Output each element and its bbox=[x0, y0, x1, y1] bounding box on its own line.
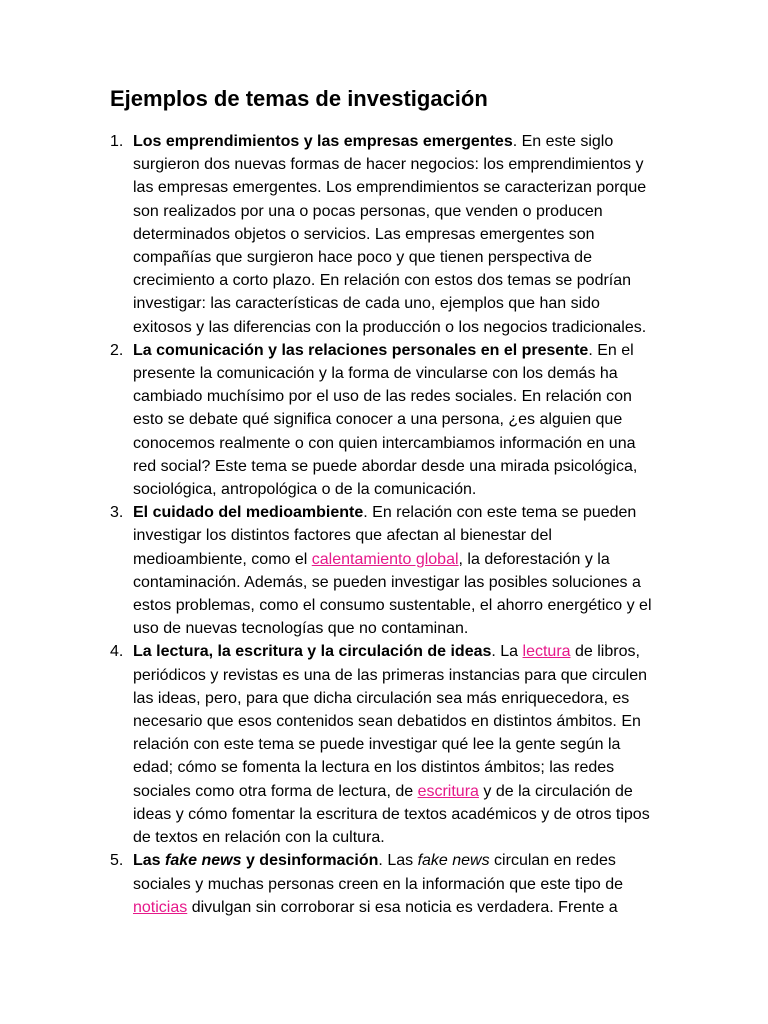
list-item bbox=[110, 640, 658, 849]
inline-link[interactable]: noticias bbox=[133, 898, 188, 916]
emphasis-text: fake news bbox=[417, 852, 490, 870]
list-item bbox=[110, 501, 658, 640]
topic-heading: Los emprendimientos y las empresas emergentes bbox=[133, 133, 513, 150]
topic-heading: El cuidado del medioambiente bbox=[133, 504, 364, 522]
topic-heading-emphasis: fake news bbox=[165, 852, 242, 870]
topic-heading: La lectura, la escritura y la circulación de ideas bbox=[133, 643, 492, 661]
inline-link[interactable]: calentamiento global bbox=[311, 550, 459, 568]
topic-heading: La comunicación y las relaciones personales en el presente bbox=[133, 341, 589, 359]
topic-heading: y desinformación bbox=[241, 852, 379, 870]
topic-list bbox=[110, 130, 658, 919]
inline-link[interactable]: lectura bbox=[522, 643, 571, 661]
list-item-number: 5. bbox=[110, 852, 124, 870]
body-text: . En relación con este tema se pueden investigar los distintos factores que afectan al bienestar del medioambiente, como el bbox=[133, 504, 637, 568]
body-text: . En el presente la comunicación y la forma de vincularse con los demás ha cambiado muchísimo por el uso de las redes sociales. En relación con esto se debate qué significa conocer a una persona, ¿es alguien que conocemos realmente o con quien intercambiamos información en una red social? Este tema se puede abordar desde una mirada psicológica, sociológica, antropológica o de la comunicación. bbox=[133, 341, 638, 499]
list-item bbox=[110, 339, 658, 501]
body-text: . Las bbox=[378, 852, 418, 870]
list-item-number: 2. bbox=[110, 341, 124, 359]
topic-heading: Las bbox=[133, 852, 166, 870]
list-item bbox=[110, 130, 658, 339]
body-text: de libros, periódicos y revistas es una de las primeras instancias para que circulen las ideas, pero, para que dicha circulación sea más enriquecedora, es necesario que esos contenidos sean debatidos en distintos ámbitos. En relación con este tema se puede investigar qué lee la gente según la edad; cómo se fomenta la lectura en los distintos ámbitos; las redes sociales como otra forma de lectura, de bbox=[133, 643, 648, 800]
list-item bbox=[110, 849, 658, 919]
body-text: divulgan sin corroborar si esa noticia es verdadera. Frente a bbox=[187, 898, 618, 916]
list-item-number: 3. bbox=[110, 504, 124, 522]
list-item-number: 4. bbox=[110, 643, 124, 661]
body-text: circulan en redes sociales y muchas personas creen en la información que este tipo de bbox=[133, 852, 624, 893]
body-text: y de la circulación de ideas y cómo fomentar la escritura de textos académicos y de otros tipos de textos en relación con la cultura. bbox=[133, 782, 650, 847]
list-item-number: 1. bbox=[110, 133, 124, 150]
body-text: . En este siglo surgieron dos nuevas formas de hacer negocios: los emprendimientos y las empresas emergentes. Los emprendimientos se caracterizan porque son realizados por una o pocas personas, que venden o producen determinados objetos o servicios. Las empresas emergentes son compañías que surgieron hace poco y que tienen perspectiva de crecimiento a corto plazo. En relación con estos dos temas se podrían investigar: las características de cada uno, ejemplos que han sido exitosos y las diferencias con la producción o los negocios tradicionales. bbox=[133, 133, 647, 336]
body-text: . La bbox=[491, 643, 523, 661]
inline-link[interactable]: escritura bbox=[417, 782, 479, 800]
page-title: Ejemplos de temas de investigación bbox=[110, 86, 488, 111]
body-text: , la deforestación y la contaminación. Además, se pueden investigar las posibles soluciones a estos problemas, como el consumo sustentable, el ahorro energético y el uso de nuevas tecnologías que no contaminan. bbox=[133, 550, 652, 638]
